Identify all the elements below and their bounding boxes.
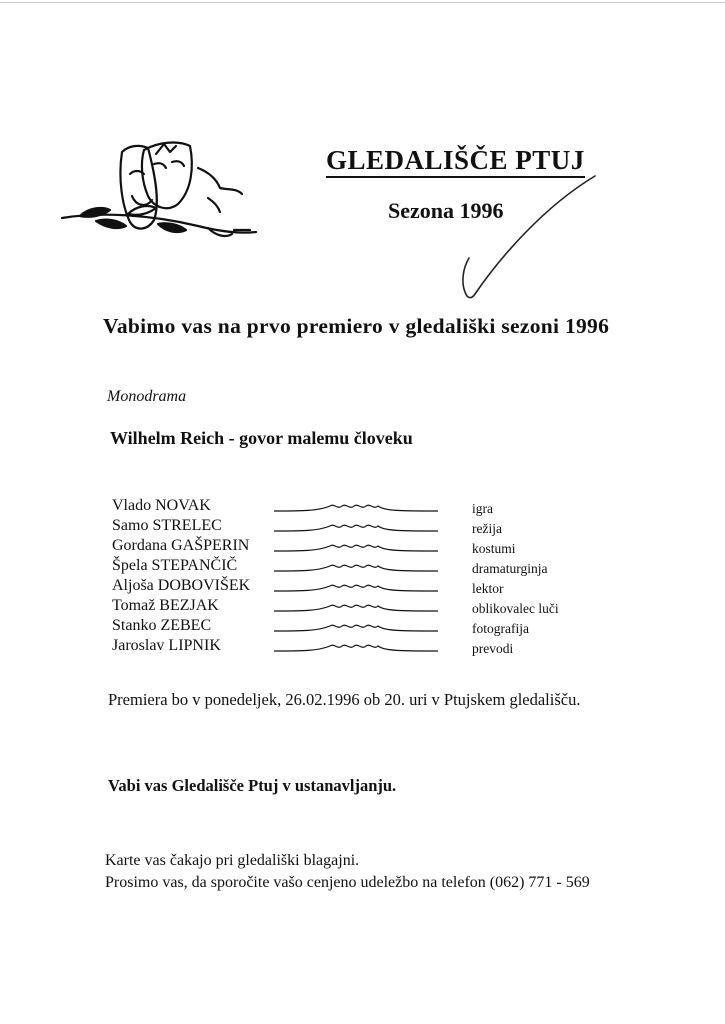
season-label: Sezona 1996	[388, 198, 504, 223]
premiere-note: Premiera bo v ponedeljek, 26.02.1996 ob 20. uri v Ptujskem gledališču.	[108, 690, 581, 709]
ornament-divider	[272, 621, 440, 635]
page-top-edge	[0, 2, 725, 3]
credit-row	[112, 537, 592, 557]
credit-role: dramaturginja	[472, 561, 548, 576]
play-title: Wilhelm Reich - govor malemu človeku	[110, 428, 413, 448]
theatre-mask-icon	[58, 138, 263, 248]
ornament-divider	[272, 561, 440, 575]
ornament-divider	[272, 581, 440, 595]
tickets-note: Karte vas čakajo pri gledališki blagajni.	[105, 852, 360, 869]
credit-row	[112, 597, 592, 617]
ornament-divider	[272, 521, 440, 535]
credit-name: Samo STRELEC	[112, 517, 222, 534]
credit-name: Špela STEPANČIČ	[112, 557, 238, 574]
credit-row	[112, 517, 592, 537]
credit-role: fotografija	[472, 621, 529, 636]
credit-name: Stanko ZEBEC	[112, 617, 212, 634]
credit-role: kostumi	[472, 541, 516, 556]
genre-label: Monodrama	[107, 388, 187, 405]
credits-list	[112, 497, 592, 657]
credit-role: lektor	[472, 581, 504, 596]
invitation-headline: Vabimo vas na prvo premiero v gledališki sezoni 1996	[103, 314, 610, 338]
credit-row	[112, 617, 592, 637]
theatre-name: GLEDALIŠČE PTUJ	[326, 145, 585, 178]
sender-note: Vabi vas Gledališče Ptuj v ustanavljanju.	[108, 776, 397, 795]
checkmark-icon	[455, 172, 605, 312]
credit-row	[112, 577, 592, 597]
credit-row	[112, 497, 592, 517]
credit-role: režija	[472, 521, 502, 536]
ornament-divider	[272, 541, 440, 555]
ornament-divider	[272, 641, 440, 655]
credit-row	[112, 637, 592, 657]
credit-name: Tomaž BEZJAK	[112, 597, 219, 614]
credit-row	[112, 557, 592, 577]
credit-role: oblikovalec luči	[472, 601, 559, 616]
ornament-divider	[272, 601, 440, 615]
rsvp-note: Prosimo vas, da sporočite vašo cenjeno udeležbo na telefon (062) 771 - 569	[105, 874, 590, 891]
credit-name: Aljoša DOBOVIŠEK	[112, 577, 251, 594]
credit-role: igra	[472, 501, 493, 516]
ornament-divider	[272, 501, 440, 515]
credit-name: Jaroslav LIPNIK	[112, 637, 221, 654]
credit-name: Vlado NOVAK	[112, 497, 211, 514]
credit-name: Gordana GAŠPERIN	[112, 537, 250, 554]
credit-role: prevodi	[472, 641, 514, 656]
